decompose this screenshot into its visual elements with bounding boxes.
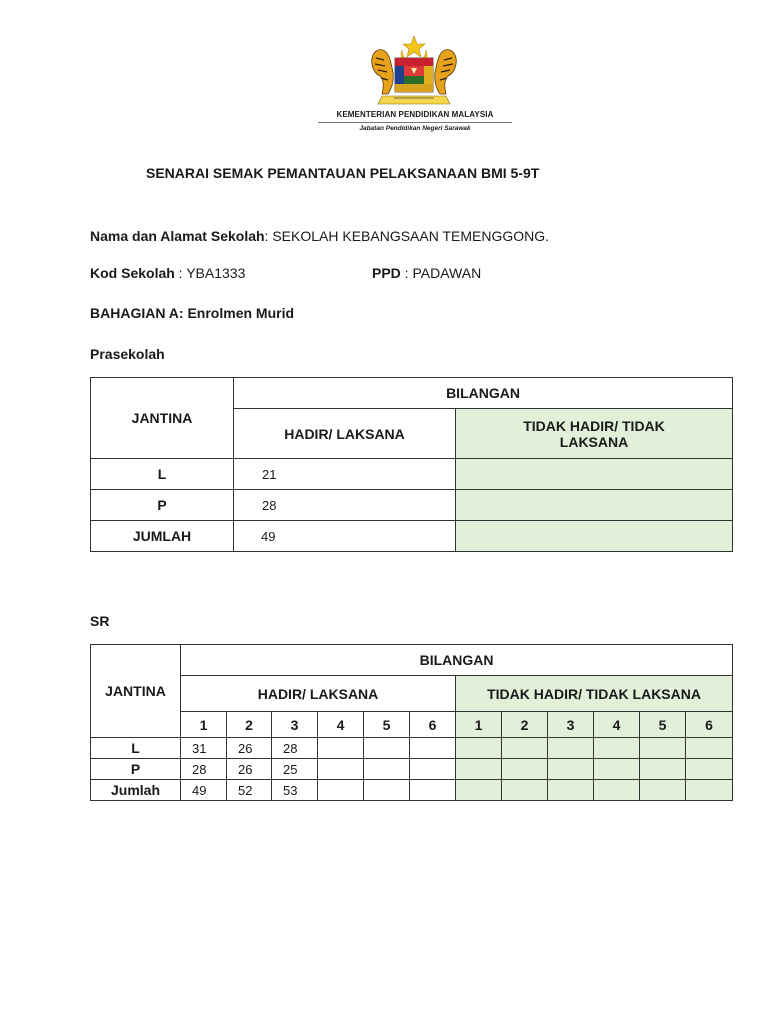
- school-code-label: Kod Sekolah: [90, 265, 175, 281]
- prasekolah-table: [90, 377, 733, 552]
- year-header: 5: [364, 712, 410, 738]
- table-row: [91, 738, 733, 759]
- year-header: 3: [548, 712, 594, 738]
- tidak-hadir-cell: [548, 759, 594, 780]
- jantina-header: JANTINA: [91, 378, 234, 459]
- hadir-cell: [410, 780, 456, 801]
- tidak-hadir-cell: [686, 780, 733, 801]
- hadir-cell: 52: [227, 780, 272, 801]
- year-header: 3: [272, 712, 318, 738]
- year-header: 6: [686, 712, 733, 738]
- school-name-value: : SEKOLAH KEBANGSAAN TEMENGGONG.: [264, 228, 550, 244]
- tidak-hadir-header-line2: LAKSANA: [559, 433, 629, 450]
- table-row: [91, 490, 733, 521]
- logo-divider: [318, 122, 512, 123]
- ppd-line: [372, 265, 481, 281]
- hadir-cell: 28: [272, 738, 318, 759]
- row-label: L: [91, 738, 181, 759]
- tidak-hadir-cell: [594, 738, 640, 759]
- hadir-cell: 25: [272, 759, 318, 780]
- hadir-cell: [318, 738, 364, 759]
- ppd-label: PPD: [372, 265, 401, 281]
- hadir-cell: [364, 780, 410, 801]
- document-title: SENARAI SEMAK PEMANTAUAN PELAKSANAAN BMI 5-9T: [146, 165, 540, 181]
- ppd-value: : PADAWAN: [400, 265, 482, 281]
- year-header: 4: [594, 712, 640, 738]
- hadir-cell: 26: [227, 759, 272, 780]
- tidak-hadir-cell: [686, 759, 733, 780]
- hadir-cell: 49: [234, 521, 456, 552]
- hadir-cell: [410, 738, 456, 759]
- hadir-cell: [364, 759, 410, 780]
- sr-table: [90, 644, 733, 801]
- tidak-hadir-cell: [548, 780, 594, 801]
- table-row: [91, 780, 733, 801]
- malaysia-coat-of-arms-icon: [364, 34, 464, 108]
- row-label: Jumlah: [91, 780, 181, 801]
- tidak-hadir-header-line1: TIDAK HADIR/ TIDAK: [523, 417, 665, 434]
- hadir-cell: 28: [234, 490, 456, 521]
- tidak-hadir-cell: [456, 490, 733, 521]
- bilangan-header: BILANGAN: [181, 645, 733, 676]
- table-row: [91, 459, 733, 490]
- hadir-cell: 21: [234, 459, 456, 490]
- tidak-hadir-cell: [686, 738, 733, 759]
- hadir-cell: 26: [227, 738, 272, 759]
- hadir-header: HADIR/ LAKSANA: [181, 676, 456, 712]
- year-header: 2: [502, 712, 548, 738]
- tidak-hadir-cell: [456, 759, 502, 780]
- tidak-hadir-cell: [456, 521, 733, 552]
- tidak-hadir-cell: [456, 459, 733, 490]
- year-header: 1: [456, 712, 502, 738]
- row-label: JUMLAH: [91, 521, 234, 552]
- table-row: [91, 521, 733, 552]
- table-row: [91, 759, 733, 780]
- tidak-hadir-cell: [456, 780, 502, 801]
- tidak-hadir-cell: [502, 780, 548, 801]
- section-heading: BAHAGIAN A: Enrolmen Murid: [90, 305, 295, 321]
- school-code-value: : YBA1333: [174, 265, 246, 281]
- year-header: 1: [181, 712, 227, 738]
- tidak-hadir-header: TIDAK HADIR/ TIDAK LAKSANA: [456, 676, 733, 712]
- row-label: P: [91, 490, 234, 521]
- year-header: 5: [640, 712, 686, 738]
- school-name-line: [90, 228, 549, 244]
- jantina-header: JANTINA: [91, 645, 181, 738]
- tidak-hadir-cell: [640, 780, 686, 801]
- hadir-cell: 31: [181, 738, 227, 759]
- tidak-hadir-cell: [548, 738, 594, 759]
- bilangan-header: BILANGAN: [234, 378, 733, 409]
- row-label: P: [91, 759, 181, 780]
- tidak-hadir-cell: [640, 738, 686, 759]
- year-header: 4: [318, 712, 364, 738]
- ministry-logo: [318, 34, 512, 136]
- tidak-hadir-cell: [640, 759, 686, 780]
- tidak-hadir-header: [456, 409, 733, 459]
- school-name-label: Nama dan Alamat Sekolah: [90, 228, 265, 244]
- hadir-header: HADIR/ LAKSANA: [234, 409, 456, 459]
- hadir-cell: 53: [272, 780, 318, 801]
- department-name: Jabatan Pendidikan Negeri Sarawak: [359, 125, 471, 132]
- prasekolah-heading: Prasekolah: [90, 346, 165, 362]
- hadir-cell: [318, 780, 364, 801]
- hadir-cell: 28: [181, 759, 227, 780]
- tidak-hadir-cell: [594, 780, 640, 801]
- hadir-cell: [364, 738, 410, 759]
- hadir-cell: [410, 759, 456, 780]
- sr-heading: SR: [90, 613, 110, 629]
- row-label: L: [91, 459, 234, 490]
- school-code-line: [90, 265, 245, 281]
- hadir-cell: 49: [181, 780, 227, 801]
- year-header: 2: [227, 712, 272, 738]
- hadir-cell: [318, 759, 364, 780]
- year-header: 6: [410, 712, 456, 738]
- tidak-hadir-cell: [502, 759, 548, 780]
- tidak-hadir-cell: [502, 738, 548, 759]
- tidak-hadir-cell: [456, 738, 502, 759]
- tidak-hadir-cell: [594, 759, 640, 780]
- ministry-name: KEMENTERIAN PENDIDIKAN MALAYSIA: [336, 110, 494, 119]
